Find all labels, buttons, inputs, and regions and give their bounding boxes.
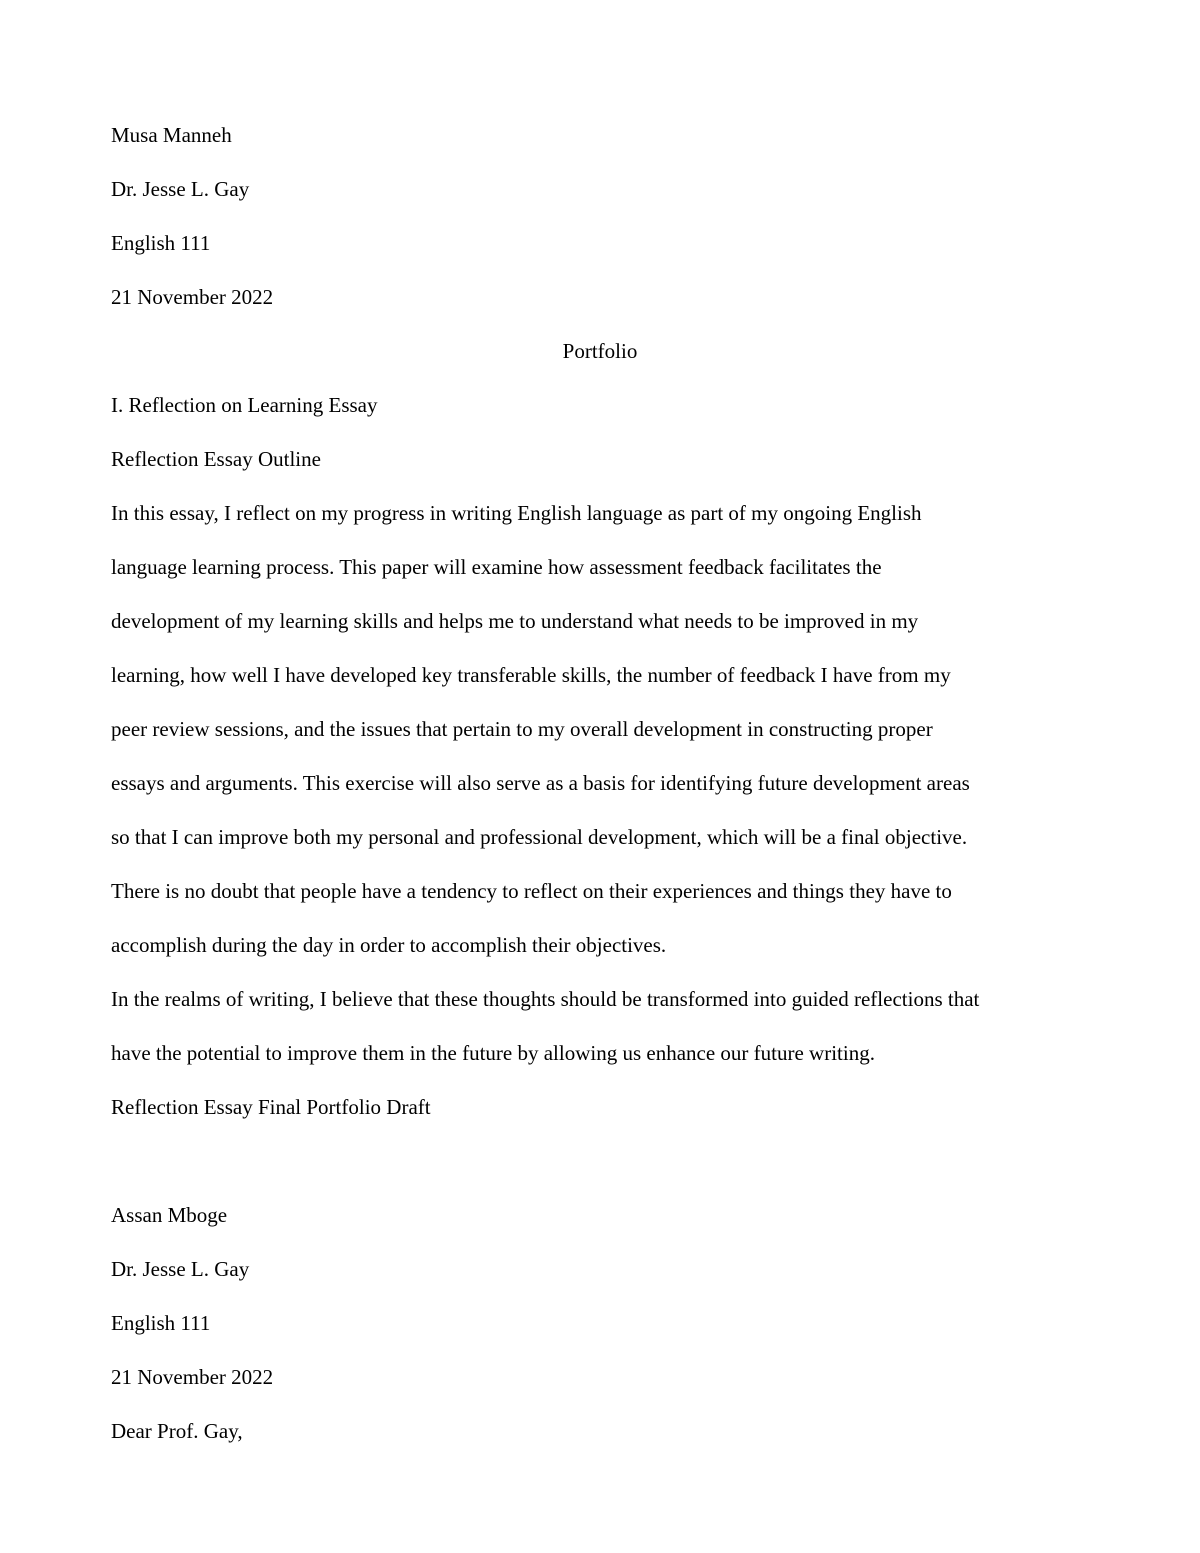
section-heading: I. Reflection on Learning Essay: [111, 393, 378, 417]
student-name-2: Assan Mboge: [111, 1203, 228, 1227]
document-content: [111, 108, 1101, 1458]
paragraph-line: In this essay, I reflect on my progress in writing English language as part of my ongoing English: [111, 501, 922, 525]
student-name: Musa Manneh: [111, 123, 232, 147]
paragraph-line: so that I can improve both my personal and professional development, which will be a final objective.: [111, 825, 968, 849]
paragraph-line: essays and arguments. This exercise will also serve as a basis for identifying future development areas: [111, 771, 970, 795]
document-title: Portfolio: [562, 339, 638, 363]
instructor-name-2: Dr. Jesse L. Gay: [111, 1257, 250, 1281]
paragraph-line: language learning process. This paper will examine how assessment feedback facilitates the: [111, 555, 882, 579]
paragraph-line: accomplish during the day in order to accomplish their objectives.: [111, 933, 667, 957]
document-date: 21 November 2022: [111, 285, 274, 309]
paragraph-line: have the potential to improve them in the future by allowing us enhance our future writing.: [111, 1041, 875, 1065]
outline-heading: Reflection Essay Outline: [111, 447, 321, 471]
paragraph-line: learning, how well I have developed key transferable skills, the number of feedback I have from my: [111, 663, 951, 687]
paragraph-line: There is no doubt that people have a tendency to reflect on their experiences and things they have to: [111, 879, 952, 903]
document-date-2: 21 November 2022: [111, 1365, 274, 1389]
blank-line: [111, 1134, 1101, 1188]
course-name-2: English 111: [111, 1311, 211, 1335]
course-name: English 111: [111, 231, 211, 255]
instructor-name: Dr. Jesse L. Gay: [111, 177, 250, 201]
draft-heading: Reflection Essay Final Portfolio Draft: [111, 1095, 431, 1119]
paragraph-2: [111, 972, 1101, 1080]
paragraph-line: development of my learning skills and helps me to understand what needs to be improved in my: [111, 609, 919, 633]
paragraph-line: peer review sessions, and the issues that pertain to my overall development in constructing proper: [111, 717, 933, 741]
paragraph-line: In the realms of writing, I believe that these thoughts should be transformed into guided reflections that: [111, 987, 980, 1011]
salutation: Dear Prof. Gay,: [111, 1419, 243, 1443]
paragraph-1: [111, 486, 1101, 972]
